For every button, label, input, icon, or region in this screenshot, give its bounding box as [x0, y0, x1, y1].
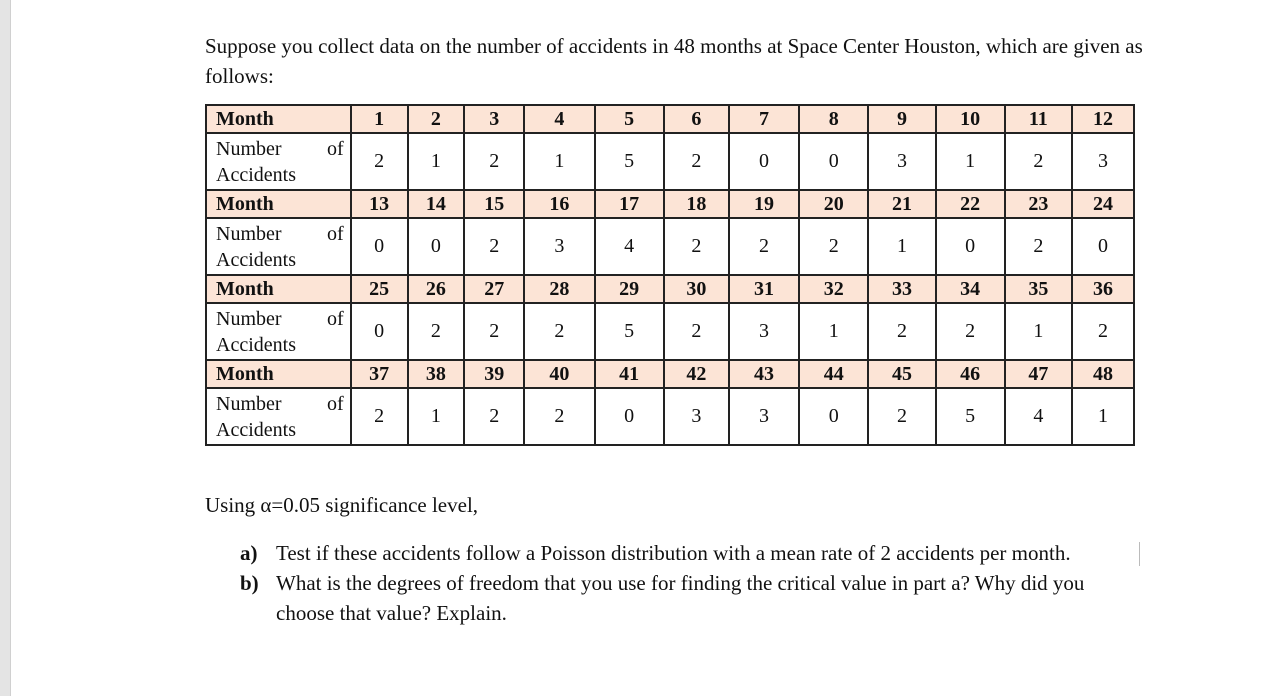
month-cell: 24 — [1072, 190, 1134, 218]
month-cell: 45 — [868, 360, 935, 388]
count-cell: 2 — [408, 303, 465, 360]
count-cell: 2 — [464, 218, 524, 275]
month-cell: 2 — [408, 105, 465, 133]
count-cell: 0 — [799, 133, 868, 190]
month-cell: 43 — [729, 360, 799, 388]
count-label-word: Number — [216, 307, 282, 330]
month-cell: 17 — [595, 190, 664, 218]
month-cell: 7 — [729, 105, 799, 133]
month-cell: 39 — [464, 360, 524, 388]
month-cell: 44 — [799, 360, 868, 388]
question-a — [240, 538, 1140, 568]
count-cell: 4 — [1005, 388, 1072, 445]
count-label-word: of — [327, 222, 344, 245]
count-label-word: Number — [216, 392, 282, 415]
count-cell: 1 — [408, 388, 465, 445]
month-row — [206, 275, 1134, 303]
month-cell: 37 — [351, 360, 408, 388]
month-cell: 15 — [464, 190, 524, 218]
text-cursor — [1139, 542, 1140, 566]
month-cell: 11 — [1005, 105, 1072, 133]
question-text: Test if these accidents follow a Poisson distribution with a mean rate of 2 accidents per month. — [276, 541, 1071, 565]
month-cell: 29 — [595, 275, 664, 303]
count-cell: 3 — [1072, 133, 1134, 190]
count-cell: 3 — [868, 133, 935, 190]
intro-paragraph: Suppose you collect data on the number of accidents in 48 months at Space Center Houston, which are given as follows: — [205, 34, 1143, 88]
count-cell: 3 — [664, 388, 729, 445]
month-cell: 16 — [524, 190, 594, 218]
month-label: Month — [206, 190, 351, 218]
count-cell: 2 — [729, 218, 799, 275]
count-cell: 2 — [664, 133, 729, 190]
month-cell: 27 — [464, 275, 524, 303]
count-label-word: of — [327, 137, 344, 160]
count-cell: 2 — [868, 303, 935, 360]
count-row — [206, 133, 1134, 190]
month-cell: 47 — [1005, 360, 1072, 388]
count-cell: 2 — [351, 388, 408, 445]
month-cell: 30 — [664, 275, 729, 303]
count-label-word: of — [327, 392, 344, 415]
count-cell: 2 — [524, 303, 594, 360]
month-cell: 5 — [595, 105, 664, 133]
month-cell: 35 — [1005, 275, 1072, 303]
month-cell: 32 — [799, 275, 868, 303]
month-cell: 22 — [936, 190, 1005, 218]
question-text: What is the degrees of freedom that you use for finding the critical value in part a? Why did you choose that value? Explain. — [276, 571, 1085, 625]
count-cell: 2 — [868, 388, 935, 445]
count-cell: 2 — [464, 388, 524, 445]
month-cell: 34 — [936, 275, 1005, 303]
count-cell: 0 — [1072, 218, 1134, 275]
count-cell: 0 — [351, 303, 408, 360]
count-label-word: Accidents — [216, 333, 296, 356]
month-cell: 38 — [408, 360, 465, 388]
question-list — [240, 538, 1140, 628]
month-cell: 10 — [936, 105, 1005, 133]
month-cell: 26 — [408, 275, 465, 303]
count-cell: 5 — [595, 303, 664, 360]
count-cell: 1 — [1072, 388, 1134, 445]
count-label-word: Accidents — [216, 163, 296, 186]
count-cell: 0 — [351, 218, 408, 275]
count-label — [206, 218, 351, 275]
question-marker: b) — [240, 571, 259, 595]
significance-level: Using α=0.05 significance level, — [205, 493, 479, 517]
count-cell: 2 — [524, 388, 594, 445]
count-cell: 5 — [595, 133, 664, 190]
month-cell: 23 — [1005, 190, 1072, 218]
count-cell: 2 — [664, 303, 729, 360]
count-cell: 1 — [1005, 303, 1072, 360]
accidents-table — [205, 104, 1135, 446]
count-label-word: of — [327, 307, 344, 330]
month-cell: 33 — [868, 275, 935, 303]
month-cell: 25 — [351, 275, 408, 303]
count-cell: 3 — [729, 303, 799, 360]
month-cell: 3 — [464, 105, 524, 133]
count-cell: 2 — [351, 133, 408, 190]
count-row — [206, 388, 1134, 445]
month-cell: 28 — [524, 275, 594, 303]
month-cell: 36 — [1072, 275, 1134, 303]
month-row — [206, 360, 1134, 388]
count-label — [206, 388, 351, 445]
month-cell: 21 — [868, 190, 935, 218]
count-cell: 4 — [595, 218, 664, 275]
count-cell: 0 — [408, 218, 465, 275]
count-cell: 1 — [408, 133, 465, 190]
count-cell: 0 — [936, 218, 1005, 275]
month-cell: 31 — [729, 275, 799, 303]
count-label-word: Number — [216, 137, 282, 160]
month-cell: 48 — [1072, 360, 1134, 388]
count-cell: 2 — [464, 133, 524, 190]
count-row — [206, 303, 1134, 360]
count-label — [206, 303, 351, 360]
count-cell: 5 — [936, 388, 1005, 445]
month-label: Month — [206, 275, 351, 303]
month-label: Month — [206, 360, 351, 388]
question-b — [240, 568, 1140, 628]
count-cell: 2 — [799, 218, 868, 275]
count-cell: 2 — [936, 303, 1005, 360]
month-cell: 13 — [351, 190, 408, 218]
count-label-word: Accidents — [216, 248, 296, 271]
question-marker: a) — [240, 541, 258, 565]
month-cell: 8 — [799, 105, 868, 133]
count-label — [206, 133, 351, 190]
month-cell: 12 — [1072, 105, 1134, 133]
month-cell: 41 — [595, 360, 664, 388]
count-cell: 2 — [1005, 133, 1072, 190]
month-cell: 9 — [868, 105, 935, 133]
month-cell: 14 — [408, 190, 465, 218]
count-cell: 1 — [868, 218, 935, 275]
count-cell: 3 — [729, 388, 799, 445]
count-row — [206, 218, 1134, 275]
month-cell: 6 — [664, 105, 729, 133]
month-cell: 4 — [524, 105, 594, 133]
month-cell: 19 — [729, 190, 799, 218]
month-cell: 18 — [664, 190, 729, 218]
month-row — [206, 190, 1134, 218]
month-cell: 20 — [799, 190, 868, 218]
count-cell: 2 — [1072, 303, 1134, 360]
count-cell: 1 — [936, 133, 1005, 190]
count-label-word: Number — [216, 222, 282, 245]
month-cell: 1 — [351, 105, 408, 133]
month-cell: 46 — [936, 360, 1005, 388]
count-cell: 3 — [524, 218, 594, 275]
month-label: Month — [206, 105, 351, 133]
count-label-word: Accidents — [216, 418, 296, 441]
count-cell: 0 — [595, 388, 664, 445]
count-cell: 1 — [524, 133, 594, 190]
count-cell: 0 — [799, 388, 868, 445]
count-cell: 2 — [464, 303, 524, 360]
count-cell: 1 — [799, 303, 868, 360]
month-row — [206, 105, 1134, 133]
count-cell: 2 — [664, 218, 729, 275]
month-cell: 42 — [664, 360, 729, 388]
count-cell: 2 — [1005, 218, 1072, 275]
count-cell: 0 — [729, 133, 799, 190]
month-cell: 40 — [524, 360, 594, 388]
